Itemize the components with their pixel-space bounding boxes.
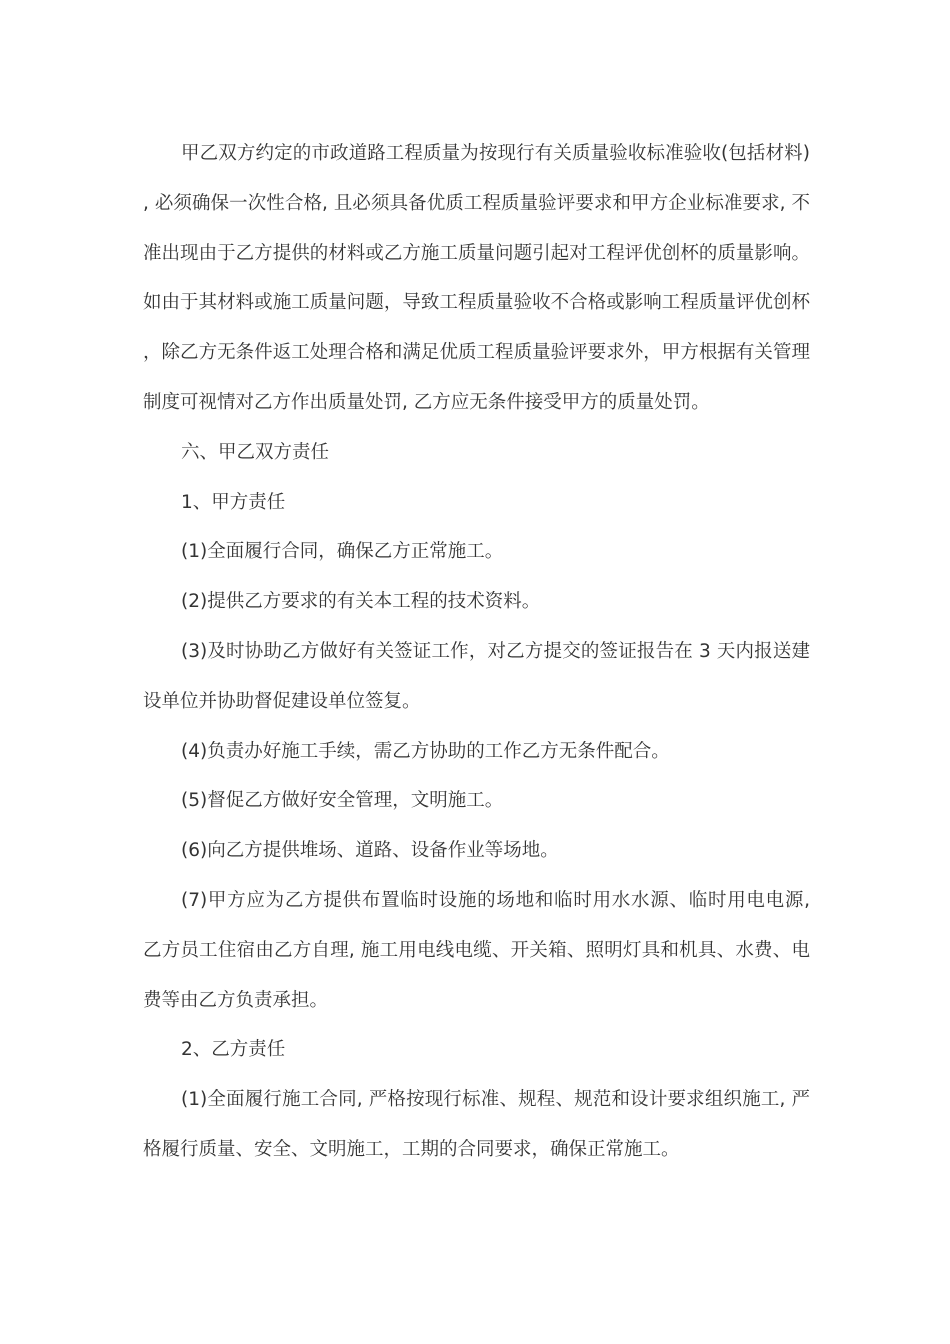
subsection-heading-party-b: 2、乙方责任: [181, 1039, 286, 1061]
party-a-item-3: (3)及时协助乙方做好有关签证工作，对乙方提交的签证报告在 3 天内报送建设单位并协助督促建设单位签复。: [143, 640, 810, 712]
party-a-item-5: (5)督促乙方做好安全管理，文明施工。: [181, 790, 504, 812]
party-a-item-4: (4)负责办好施工手续，需乙方协助的工作乙方无条件配合。: [181, 740, 670, 762]
paragraph-quality-clause: 甲乙双方约定的市政道路工程质量为按现行有关质量验收标准验收(包括材料), 必须确保一次性合格, 且必须具备优质工程质量验评要求和甲方企业标准要求, 不准出现由于乙方提供的材料或乙方施工质量问题引起对工程评优创杯的质量影响。如由于其材料或施工质量问题，导致工程质量验收不合格或影响工程质量评优创杯，除乙方无条件返工处理合格和满足优质工程质量验评要求外，甲方根据有关管理制度可视情对乙方作出质量处罚, 乙方应无条件接受甲方的质量处罚。: [143, 143, 810, 413]
section-heading-responsibilities: 六、甲乙双方责任: [181, 441, 330, 463]
party-a-item-6: (6)向乙方提供堆场、道路、设备作业等场地。: [181, 840, 559, 862]
party-a-item-1: (1)全面履行合同，确保乙方正常施工。: [181, 541, 504, 563]
party-b-item-1: (1)全面履行施工合同, 严格按现行标准、规程、规范和设计要求组织施工, 严格履行质量、安全、文明施工，工期的合同要求，确保正常施工。: [143, 1089, 810, 1160]
document-body: [143, 129, 810, 1175]
party-a-item-2: (2)提供乙方要求的有关本工程的技术资料。: [181, 591, 541, 613]
subsection-heading-party-a: 1、甲方责任: [181, 491, 286, 513]
party-a-item-7: (7)甲方应为乙方提供布置临时设施的场地和临时用水水源、临时用电电源, 乙方员工住宿由乙方自理, 施工用电线电缆、开关箱、照明灯具和机具、水费、电费等由乙方负责承担。: [143, 889, 810, 1011]
